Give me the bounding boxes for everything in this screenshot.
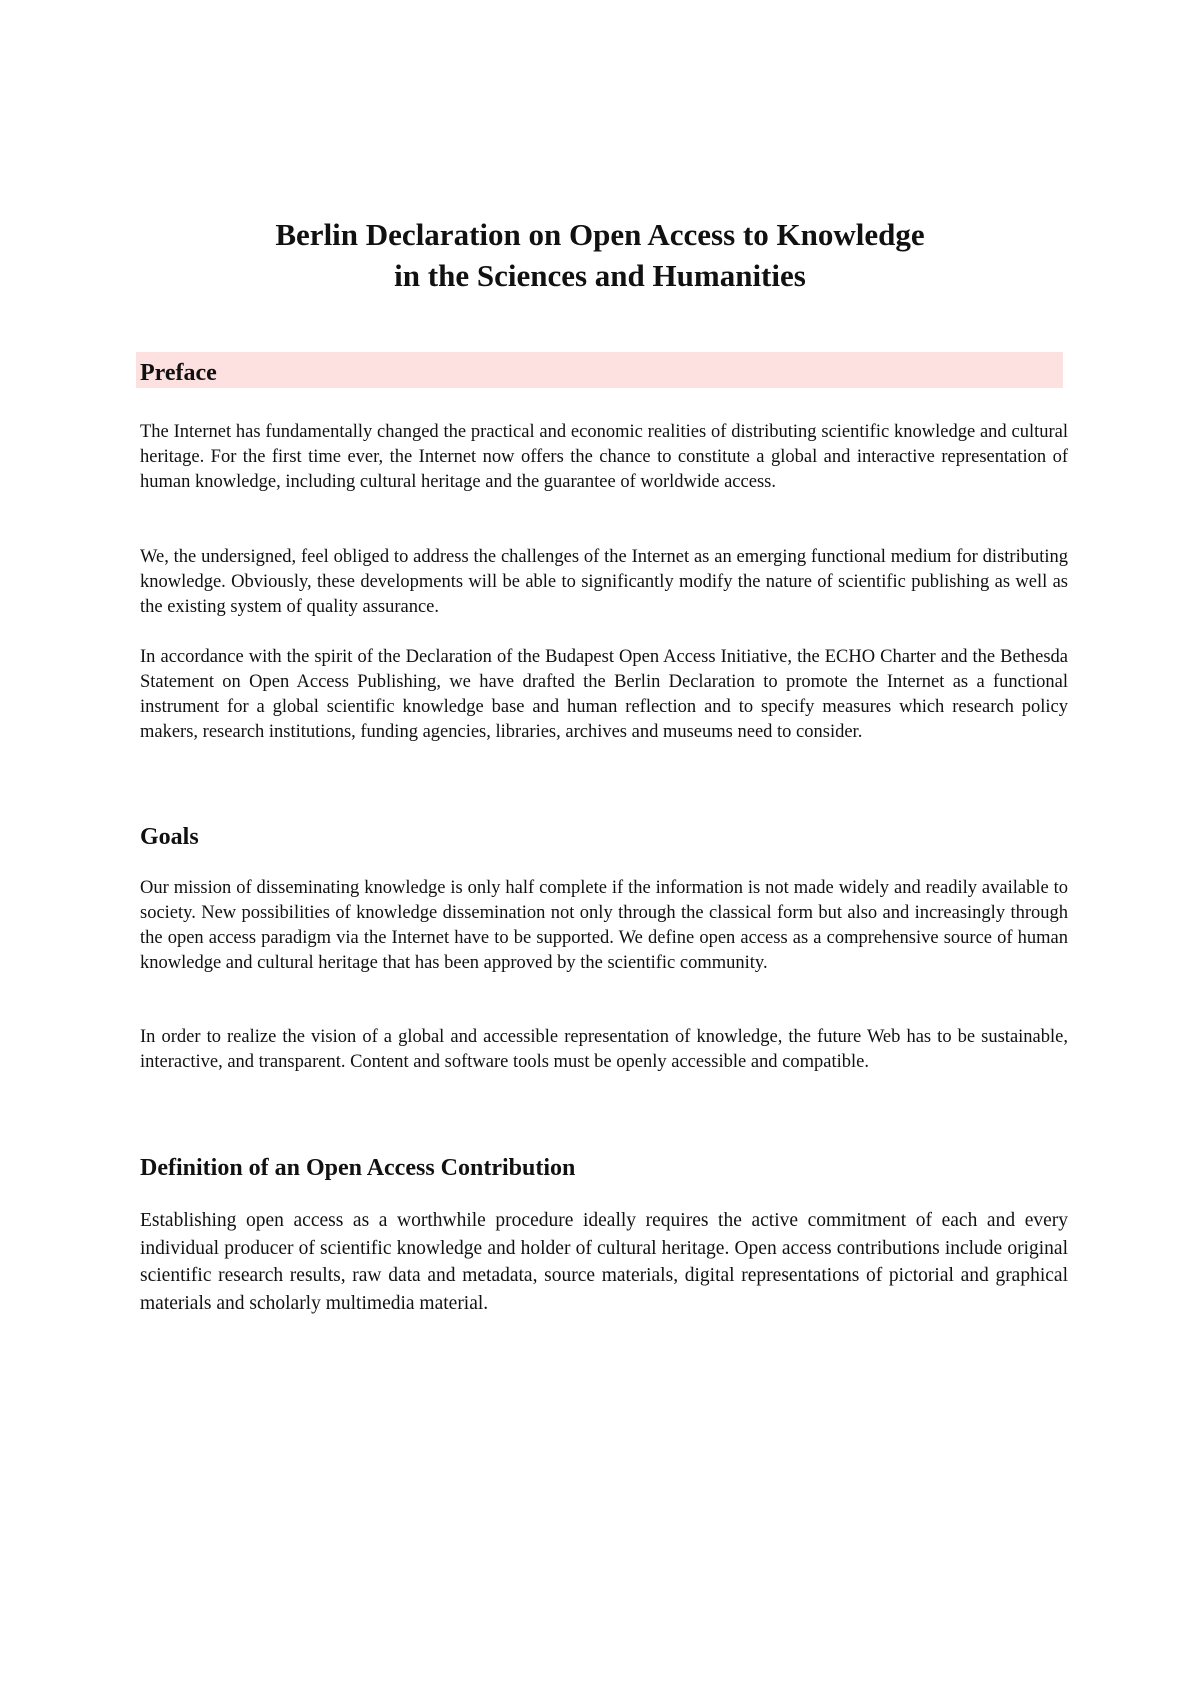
document-title-line-2: in the Sciences and Humanities bbox=[394, 258, 806, 293]
goals-heading: Goals bbox=[140, 824, 199, 850]
goals-paragraph-1: Our mission of disseminating knowledge is only half complete if the information is not made widely and readily available to society. New possibilities of knowledge dissemination not only through the classical form but also and increasingly through the open access paradigm via the Internet have to be supported. We define open access as a comprehensive source of human knowledge and cultural heritage that has been approved by the scientific community. bbox=[140, 878, 1068, 973]
preface-heading-highlight bbox=[136, 352, 1063, 388]
goals-paragraph-2: In order to realize the vision of a global and accessible representation of knowledge, the future Web has to be sustainable, interactive, and transparent. Content and software tools must be openly accessible and compatible. bbox=[140, 1027, 1068, 1072]
definition-paragraph-1: Establishing open access as a worthwhile procedure ideally requires the active commitment of each and every individual producer of scientific knowledge and holder of cultural heritage. Open access contributions include original scientific research results, raw data and metadata, source materials, digital representations of pictorial and graphical materials and scholarly multimedia material. bbox=[140, 1210, 1068, 1314]
preface-paragraph-1: The Internet has fundamentally changed the practical and economic realities of distributing scientific knowledge and cultural heritage. For the first time ever, the Internet now offers the chance to constitute a global and interactive representation of human knowledge, including cultural heritage and the guarantee of worldwide access. bbox=[140, 422, 1068, 492]
document-title bbox=[0, 214, 1200, 296]
preface-heading: Preface bbox=[140, 360, 217, 386]
preface-paragraph-2: We, the undersigned, feel obliged to address the challenges of the Internet as an emerging functional medium for distributing knowledge. Obviously, these developments will be able to significantly modify the nature of scientific publishing as well as the existing system of quality assurance. bbox=[140, 547, 1068, 617]
preface-paragraph-3: In accordance with the spirit of the Declaration of the Budapest Open Access Initiative, the ECHO Charter and the Bethesda Statement on Open Access Publishing, we have drafted the Berlin Declaration to promote the Internet as a functional instrument for a global scientific knowledge base and human reflection and to specify measures which research policy makers, research institutions, funding agencies, libraries, archives and museums need to consider. bbox=[140, 647, 1068, 742]
definition-heading: Definition of an Open Access Contribution bbox=[140, 1155, 576, 1181]
document-title-line-1: Berlin Declaration on Open Access to Knowledge bbox=[275, 217, 925, 252]
